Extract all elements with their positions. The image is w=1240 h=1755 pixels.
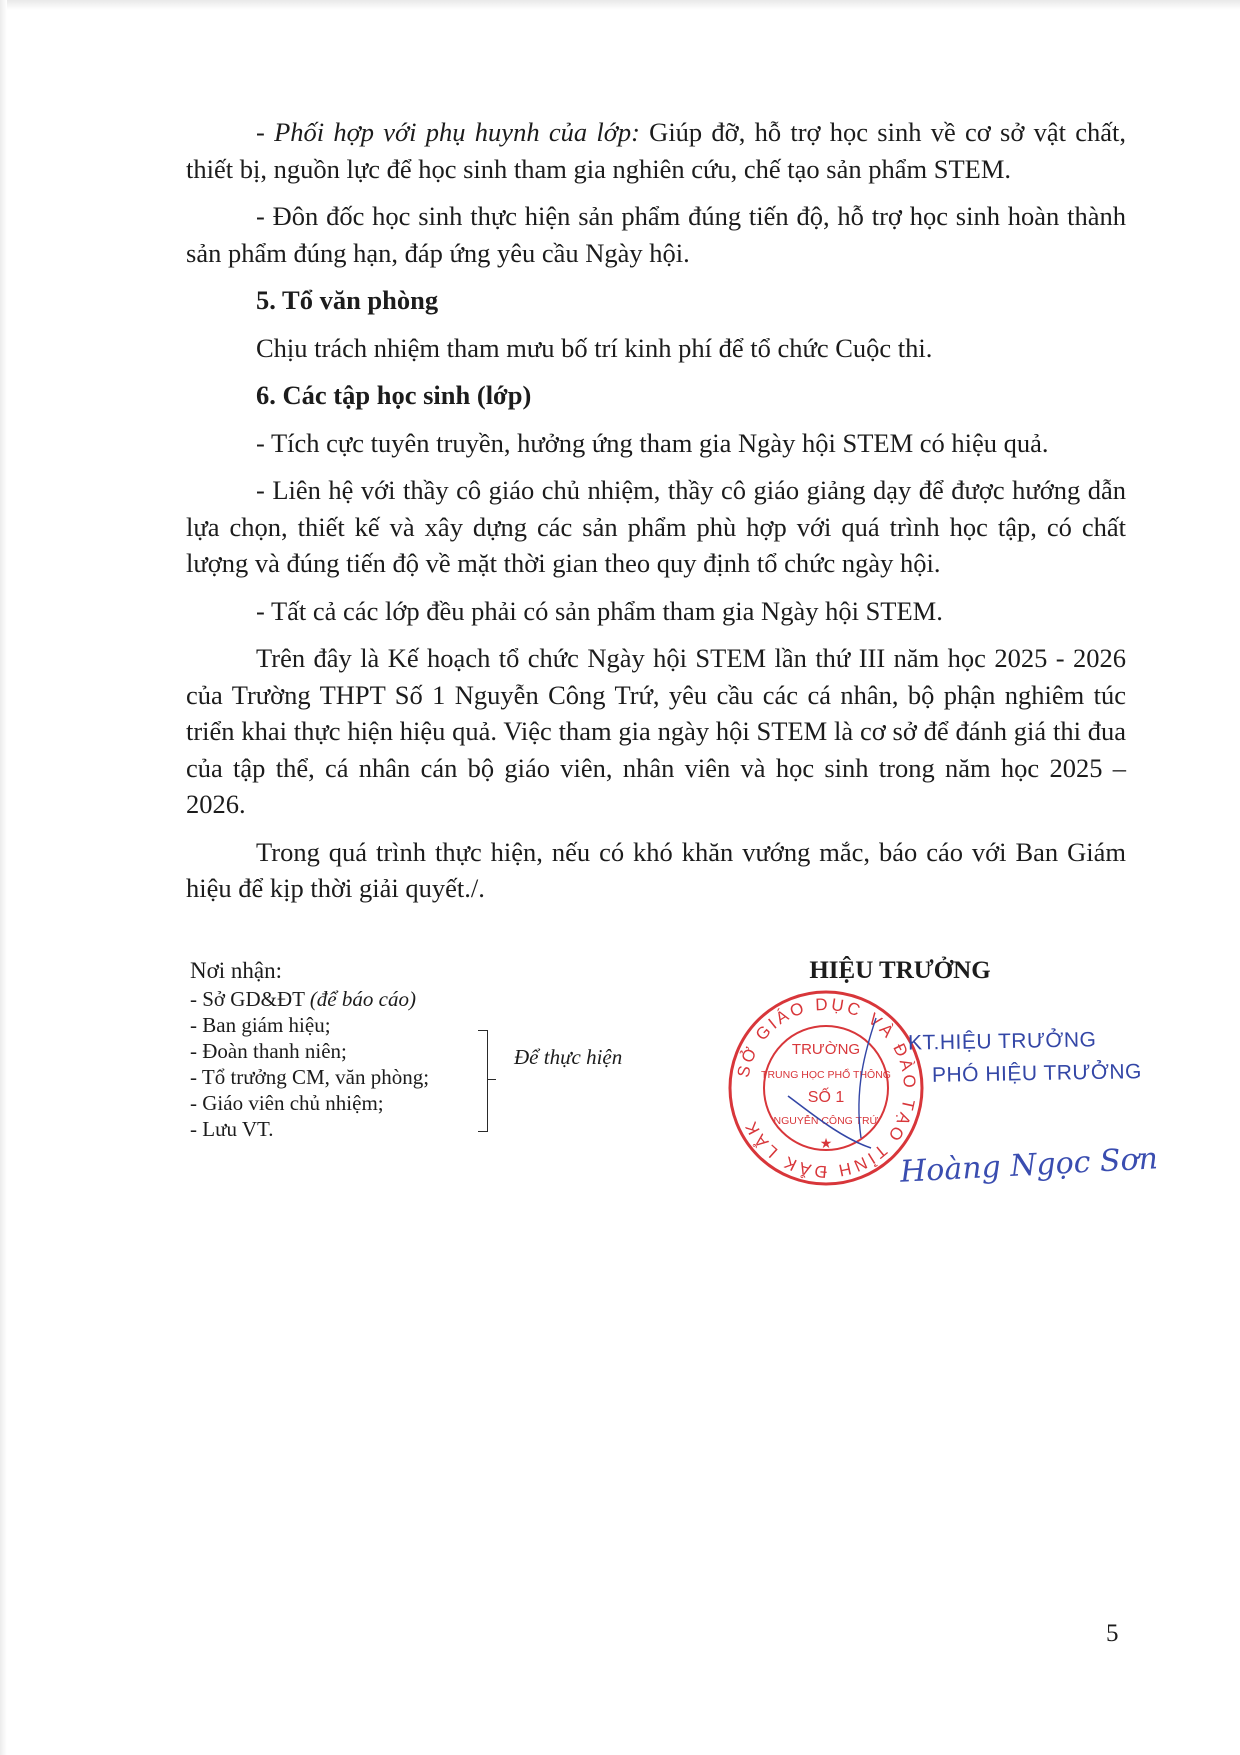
section-heading-5: 5. Tổ văn phòng — [256, 285, 439, 315]
seal-outer-ring — [730, 992, 922, 1184]
recipient-note: (để báo cáo) — [309, 987, 416, 1011]
seal-line-1: TRƯỜNG — [791, 1041, 861, 1058]
scan-edge-left — [0, 0, 7, 1755]
seal-line-4: NGUYỄN CÔNG TRỨ — [773, 1115, 879, 1127]
brace-label: Để thực hiện — [514, 1045, 623, 1069]
seal-line-2: TRUNG HỌC PHỔ THÔNG — [761, 1069, 891, 1081]
paragraph-office-duty: Chịu trách nhiệm tham mưu bố trí kinh phí để tổ chức Cuộc thi. — [256, 332, 933, 363]
paragraph-text: Giúp đỡ, hỗ trợ học sinh về cơ sở vật chất, thiết bị, nguồn lực để học sinh tham gia nghiên cứu, chế tạo sản phẩm STEM. — [186, 117, 1126, 184]
recipient-item — [190, 986, 650, 1012]
seal-star-icon: ★ — [819, 1137, 833, 1152]
recipient-name: - Sở GD&ĐT — [190, 987, 310, 1011]
stamp-deputy-line-2: PHÓ HIỆU TRƯỞNG — [931, 1060, 1143, 1087]
school-seal — [726, 988, 926, 1188]
paragraph-all-classes: - Tất cả các lớp đều phải có sản phẩm tham gia Ngày hội STEM. — [256, 595, 943, 626]
recipients-brace-tick — [488, 1079, 496, 1080]
section-heading-6: 6. Các tập học sinh (lớp) — [256, 380, 532, 410]
recipients-brace — [478, 1030, 488, 1132]
seal-ring-text: SỞ GIÁO DỤC VÀ ĐÀO TẠO TỈNH ĐẮK LẮK — [733, 994, 920, 1182]
paragraph-contact-teachers: - Liên hệ với thầy cô giáo chủ nhiệm, thầy cô giáo giảng dạy để được hướng dẫn lựa chọn, thiết kế và xây dựng các sản phẩm phù hợp với quá trình học tập, có chất lượng và đúng tiến độ về mặt thời gian theo quy định tổ chức ngày hội. — [186, 475, 1126, 578]
document-body — [186, 114, 1126, 918]
signature-title: HIỆU TRƯỞNG — [809, 957, 991, 984]
recipient-item: - Đoàn thanh niên; — [190, 1039, 347, 1063]
page-number: 5 — [1106, 1620, 1119, 1647]
recipient-item: - Ban giám hiệu; — [190, 1013, 331, 1037]
paragraph-lead-italic: - Phối hợp với phụ huynh của lớp: — [256, 117, 640, 147]
scan-edge-top — [0, 0, 1240, 10]
recipient-item: - Tổ trưởng CM, văn phòng; — [190, 1065, 430, 1089]
recipient-item: - Giáo viên chủ nhiệm; — [190, 1091, 384, 1115]
seal-line-3: SỐ 1 — [807, 1089, 845, 1106]
signer-name: Hoàng Ngọc Sơn — [899, 1141, 1159, 1190]
paragraph-promotion: - Tích cực tuyên truyền, hưởng ứng tham gia Ngày hội STEM có hiệu quả. — [256, 427, 1049, 458]
stamp-deputy-line-1: KT.HIỆU TRƯỞNG — [907, 1028, 1097, 1055]
paragraph-parent-coordination — [186, 114, 1126, 187]
recipient-item: - Lưu VT. — [190, 1117, 274, 1141]
paragraph-closing: Trong quá trình thực hiện, nếu có khó khăn vướng mắc, báo cáo với Ban Giám hiệu để kịp thời giải quyết./. — [186, 836, 1126, 903]
recipients-title: Nơi nhận: — [190, 958, 283, 983]
paragraph-summary: Trên đây là Kế hoạch tổ chức Ngày hội STEM lần thứ III năm học 2025 - 2026 của Trường THPT Số 1 Nguyễn Công Trứ, yêu cầu các cá nhân, bộ phận nghiêm túc triển khai thực hiện hiệu quả. Việc tham gia ngày hội STEM là cơ sở để đánh giá thi đua của tập thể, cá nhân cán bộ giáo viên, nhân viên và học sinh trong năm học 2025 – 2026. — [186, 643, 1126, 819]
paragraph-progress: - Đôn đốc học sinh thực hiện sản phẩm đúng tiến độ, hỗ trợ học sinh hoàn thành sản phẩm đúng hạn, đáp ứng yêu cầu Ngày hội. — [186, 201, 1126, 268]
